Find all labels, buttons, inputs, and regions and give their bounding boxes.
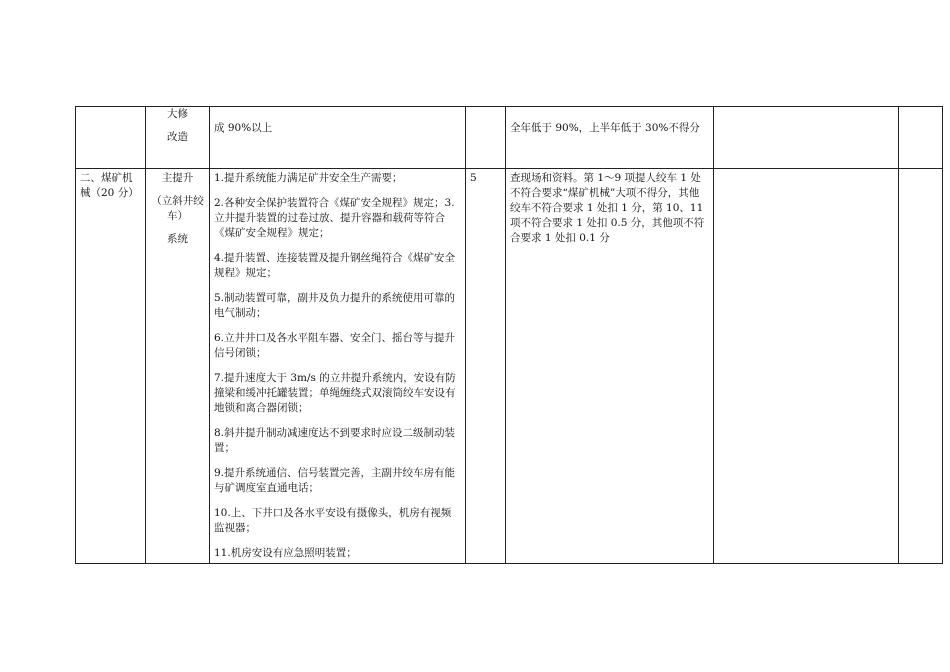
requirement-item: 1.提升系统能力满足矿井安全生产需要； — [214, 172, 403, 184]
score-cell — [466, 107, 506, 169]
requirement-cell: 成 90%以上 — [210, 107, 466, 169]
requirement-item: 9.提升系统通信、信号装置完善，主副井绞车房有能与矿调度室直通电话； — [214, 467, 456, 494]
score-cell: 5 — [466, 169, 506, 564]
category-cell: 二、煤矿机械（20 分） — [76, 169, 146, 564]
item-line: 大修 — [167, 108, 188, 120]
criteria-cell: 全年低于 90%，上半年低于 30%不得分 — [506, 107, 714, 169]
item-line: 主提升 — [161, 172, 194, 184]
blank-cell — [899, 107, 943, 169]
evaluation-table — [75, 106, 943, 564]
item-line: 改造 — [167, 131, 188, 143]
requirement-item: 8.斜井提升制动减速度达不到要求时应设二级制动装置； — [214, 427, 456, 454]
category-cell — [76, 107, 146, 169]
blank-cell — [714, 107, 899, 169]
requirement-cell — [210, 169, 466, 564]
item-line: （立斜井绞车） — [151, 195, 204, 222]
requirement-item: 10.上、下井口及各水平安设有摄像头，机房有视频监视器； — [214, 507, 452, 534]
criteria-cell: 查现场和资料。第 1～9 项提人绞车 1 处不符合要求“煤矿机械”大项不得分，其他绞车不符合要求 1 处扣 1 分，第 10、11 项不符合要求 1 处扣 0.5 分，其他项不符合要求 1 处扣 0.1 分 — [506, 169, 714, 564]
item-line: 系统 — [167, 233, 188, 245]
requirement-item: 4.提升装置、连接装置及提升钢丝绳符合《煤矿安全规程》规定； — [214, 252, 456, 279]
requirement-item: 5.制动装置可靠，副井及负力提升的系统使用可靠的电气制动； — [214, 292, 456, 319]
blank-cell — [714, 169, 899, 564]
item-cell — [146, 169, 210, 564]
item-cell — [146, 107, 210, 169]
requirement-item: 11.机房安设有应急照明装置； — [214, 547, 357, 559]
blank-cell — [899, 169, 943, 564]
table-row — [76, 107, 943, 169]
requirement-item: 2.各种安全保护装置符合《煤矿安全规程》规定；3.立井提升装置的过卷过放、提升容器和载荷等符合《煤矿安全规程》规定； — [214, 197, 455, 239]
requirement-item: 6.立井井口及各水平阻车器、安全门、摇台等与提升信号闭锁； — [214, 332, 456, 359]
requirement-item: 7.提升速度大于 3m/s 的立井提升系统内，安设有防撞梁和缓冲托罐装置；单绳缠绕式双滚筒绞车安设有地锁和离合器闭锁； — [214, 372, 456, 414]
table-row — [76, 169, 943, 564]
